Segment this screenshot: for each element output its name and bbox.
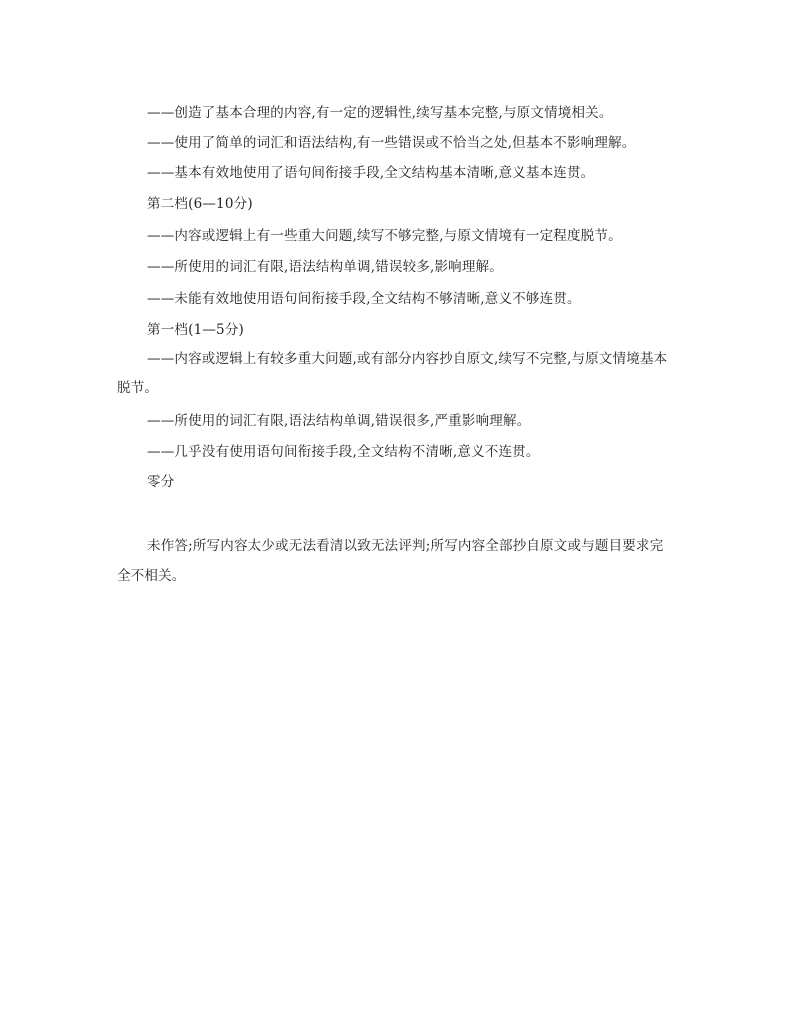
zero-score-description-continuation: 全不相关。 [117, 568, 186, 584]
zero-score-description: 未作答;所写内容太少或无法看清以致无法评判;所写内容全部抄自原文或与题目要求完 [147, 538, 664, 554]
grade-heading: 零分 [147, 474, 175, 490]
criterion-line: ——创造了基本合理的内容,有一定的逻辑性,续写基本完整,与原文情境相关。 [147, 105, 613, 121]
grade-heading: 第一档(1—5分) [147, 322, 245, 338]
criterion-line: ——未能有效地使用语句间衔接手段,全文结构不够清晰,意义不够连贯。 [147, 291, 581, 307]
criterion-line: ——所使用的词汇有限,语法结构单调,错误较多,影响理解。 [147, 259, 503, 275]
criterion-line: ——所使用的词汇有限,语法结构单调,错误很多,严重影响理解。 [147, 413, 531, 429]
criterion-line: ——内容或逻辑上有一些重大问题,续写不够完整,与原文情境有一定程度脱节。 [147, 228, 622, 244]
criterion-line: ——内容或逻辑上有较多重大问题,或有部分内容抄自原文,续写不完整,与原文情境基本 [147, 351, 668, 367]
criterion-line: ——基本有效地使用了语句间衔接手段,全文结构基本清晰,意义基本连贯。 [147, 165, 595, 181]
criterion-line: ——使用了简单的词汇和语法结构,有一些错误或不恰当之处,但基本不影响理解。 [147, 135, 636, 151]
criterion-line-continuation: 脱节。 [117, 380, 159, 396]
grade-heading: 第二档(6—10分) [147, 196, 253, 212]
criterion-line: ——几乎没有使用语句间衔接手段,全文结构不清晰,意义不连贯。 [147, 444, 540, 460]
